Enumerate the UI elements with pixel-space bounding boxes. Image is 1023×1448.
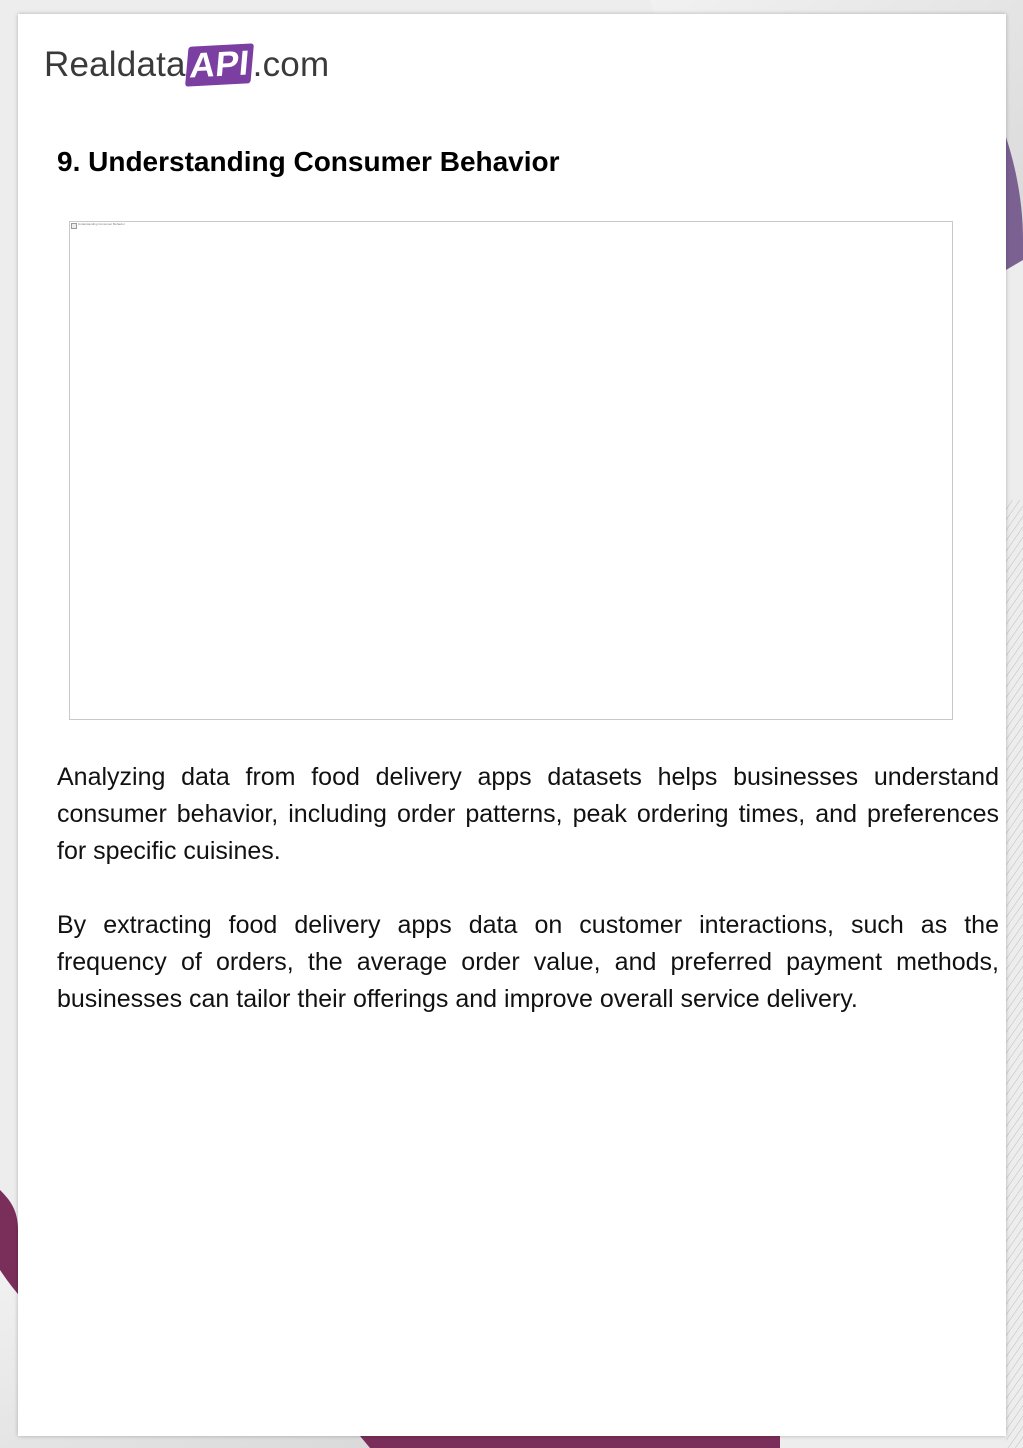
- logo-text-prefix: Realdata: [44, 45, 186, 84]
- figure-image-placeholder: [69, 221, 953, 720]
- bottom-purple-band: [360, 1436, 780, 1448]
- brand-logo: [44, 40, 329, 90]
- body-paragraph: By extracting food delivery apps data on customer interactions, such as the frequency of orders, the average order value, and preferred payment methods, businesses can tailor their offerings and improve overall service delivery.: [57, 911, 999, 1013]
- section-heading: 9. Understanding Consumer Behavior: [57, 146, 560, 177]
- logo-text-suffix: .com: [252, 45, 330, 84]
- right-hatch-strip: [1006, 500, 1023, 1448]
- broken-image-icon: [71, 223, 77, 229]
- logo-text-highlight: API: [185, 43, 254, 86]
- body-paragraph: Analyzing data from food delivery apps datasets helps businesses understand consumer behavior, including order patterns, peak ordering times, and preferences for specific cuisines.: [57, 763, 999, 865]
- figure-alt-text: Understanding Consumer Behavior: [78, 222, 125, 226]
